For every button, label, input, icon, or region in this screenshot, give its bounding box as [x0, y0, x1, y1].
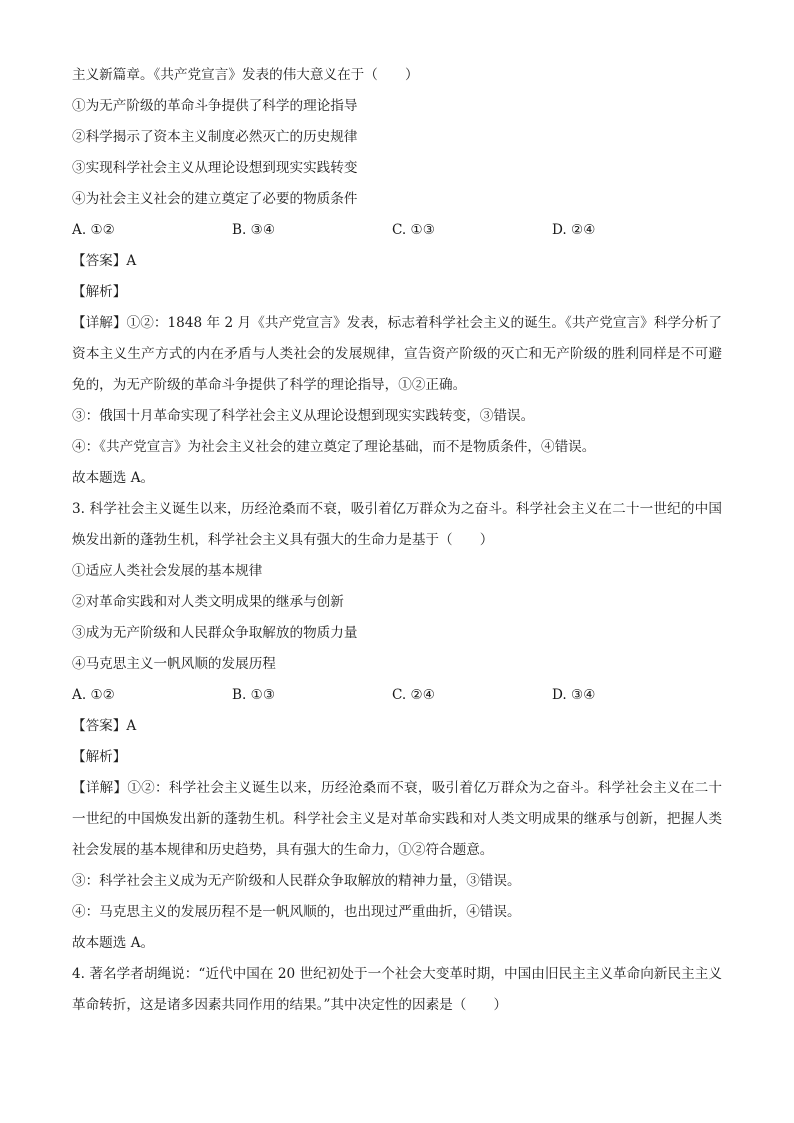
q4-stem: 4. 著名学者胡绳说：“近代中国在 20 世纪初处于一个社会大变革时期，中国由旧民主主义革命向新民主主义革命转折，这是诸多因素共同作用的结果。”其中决定性的因素是（ ） — [72, 966, 722, 1013]
q2-option-d: D. ②④ — [552, 222, 596, 238]
q2-detail-paragraph-2: ③：俄国十月革命实现了科学社会主义从理论设想到现实实践转变，③错误。 — [72, 408, 535, 424]
q3-analysis-label: 【解析】 — [72, 749, 127, 765]
q2-stem-tail: 主义新篇章。《共产党宣言》发表的伟大意义在于（ ） — [72, 67, 419, 83]
q2-options — [72, 215, 722, 246]
q3-stem: 3. 科学社会主义诞生以来，历经沧桑而不衰，吸引着亿万群众为之奋斗。科学社会主义在二十一世纪的中国焕发出新的蓬勃生机，科学社会主义具有强大的生命力是基于（ ） — [72, 501, 722, 548]
q3-conclusion: 故本题选 A。 — [72, 935, 155, 951]
q3-statement-2: ②对革命实践和对人类文明成果的继承与创新 — [72, 594, 344, 610]
q2-analysis-label: 【解析】 — [72, 284, 127, 300]
q2-conclusion: 故本题选 A。 — [72, 470, 155, 486]
q3-statement-1: ①适应人类社会发展的基本规律 — [72, 563, 263, 579]
q2-answer: 【答案】A — [72, 253, 137, 269]
q2-option-b: B. ③④ — [232, 222, 276, 238]
q3-options — [72, 680, 722, 711]
q3-option-c: C. ②④ — [392, 687, 435, 703]
q2-detail-paragraph-1: 【详解】①②：1848 年 2 月《共产党宣言》发表，标志着科学社会主义的诞生。《共产党宣言》科学分析了资本主义生产方式的内在矛盾与人类社会的发展规律，宣告资产阶级的灭亡和无产阶级的胜利同样是不可避免的，为无产阶级的革命斗争提供了科学的理论指导，①②正确。 — [72, 315, 722, 393]
q3-detail-paragraph-2: ③：科学社会主义成为无产阶级和人民群众争取解放的精神力量，③错误。 — [72, 873, 521, 889]
document-page — [72, 60, 722, 1021]
q3-detail-paragraph-1: 【详解】①②：科学社会主义诞生以来，历经沧桑而不衰，吸引着亿万群众为之奋斗。科学社会主义在二十一世纪的中国焕发出新的蓬勃生机。科学社会主义是对革命实践和对人类文明成果的继承与创新，把握人类社会发展的基本规律和历史趋势，具有强大的生命力，①②符合题意。 — [72, 780, 722, 858]
q3-option-a: A. ①② — [72, 687, 115, 703]
q3-option-d: D. ③④ — [552, 687, 596, 703]
q2-statement-2: ②科学揭示了资本主义制度必然灭亡的历史规律 — [72, 129, 358, 145]
q2-statement-3: ③实现科学社会主义从理论设想到现实实践转变 — [72, 160, 358, 176]
q2-detail-paragraph-3: ④：《共产党宣言》为社会主义社会的建立奠定了理论基础，而不是物质条件，④错误。 — [72, 439, 596, 455]
q3-statement-3: ③成为无产阶级和人民群众争取解放的物质力量 — [72, 625, 358, 641]
q3-option-b: B. ①③ — [232, 687, 276, 703]
q2-option-a: A. ①② — [72, 222, 115, 238]
q3-answer: 【答案】A — [72, 718, 137, 734]
q2-statement-4: ④为社会主义社会的建立奠定了必要的物质条件 — [72, 191, 358, 207]
q2-statement-1: ①为无产阶级的革命斗争提供了科学的理论指导 — [72, 98, 358, 114]
q3-detail-paragraph-3: ④：马克思主义的发展历程不是一帆风顺的，也出现过严重曲折，④错误。 — [72, 904, 521, 920]
q2-option-c: C. ①③ — [392, 222, 435, 238]
q3-statement-4: ④马克思主义一帆风顺的发展历程 — [72, 656, 276, 672]
